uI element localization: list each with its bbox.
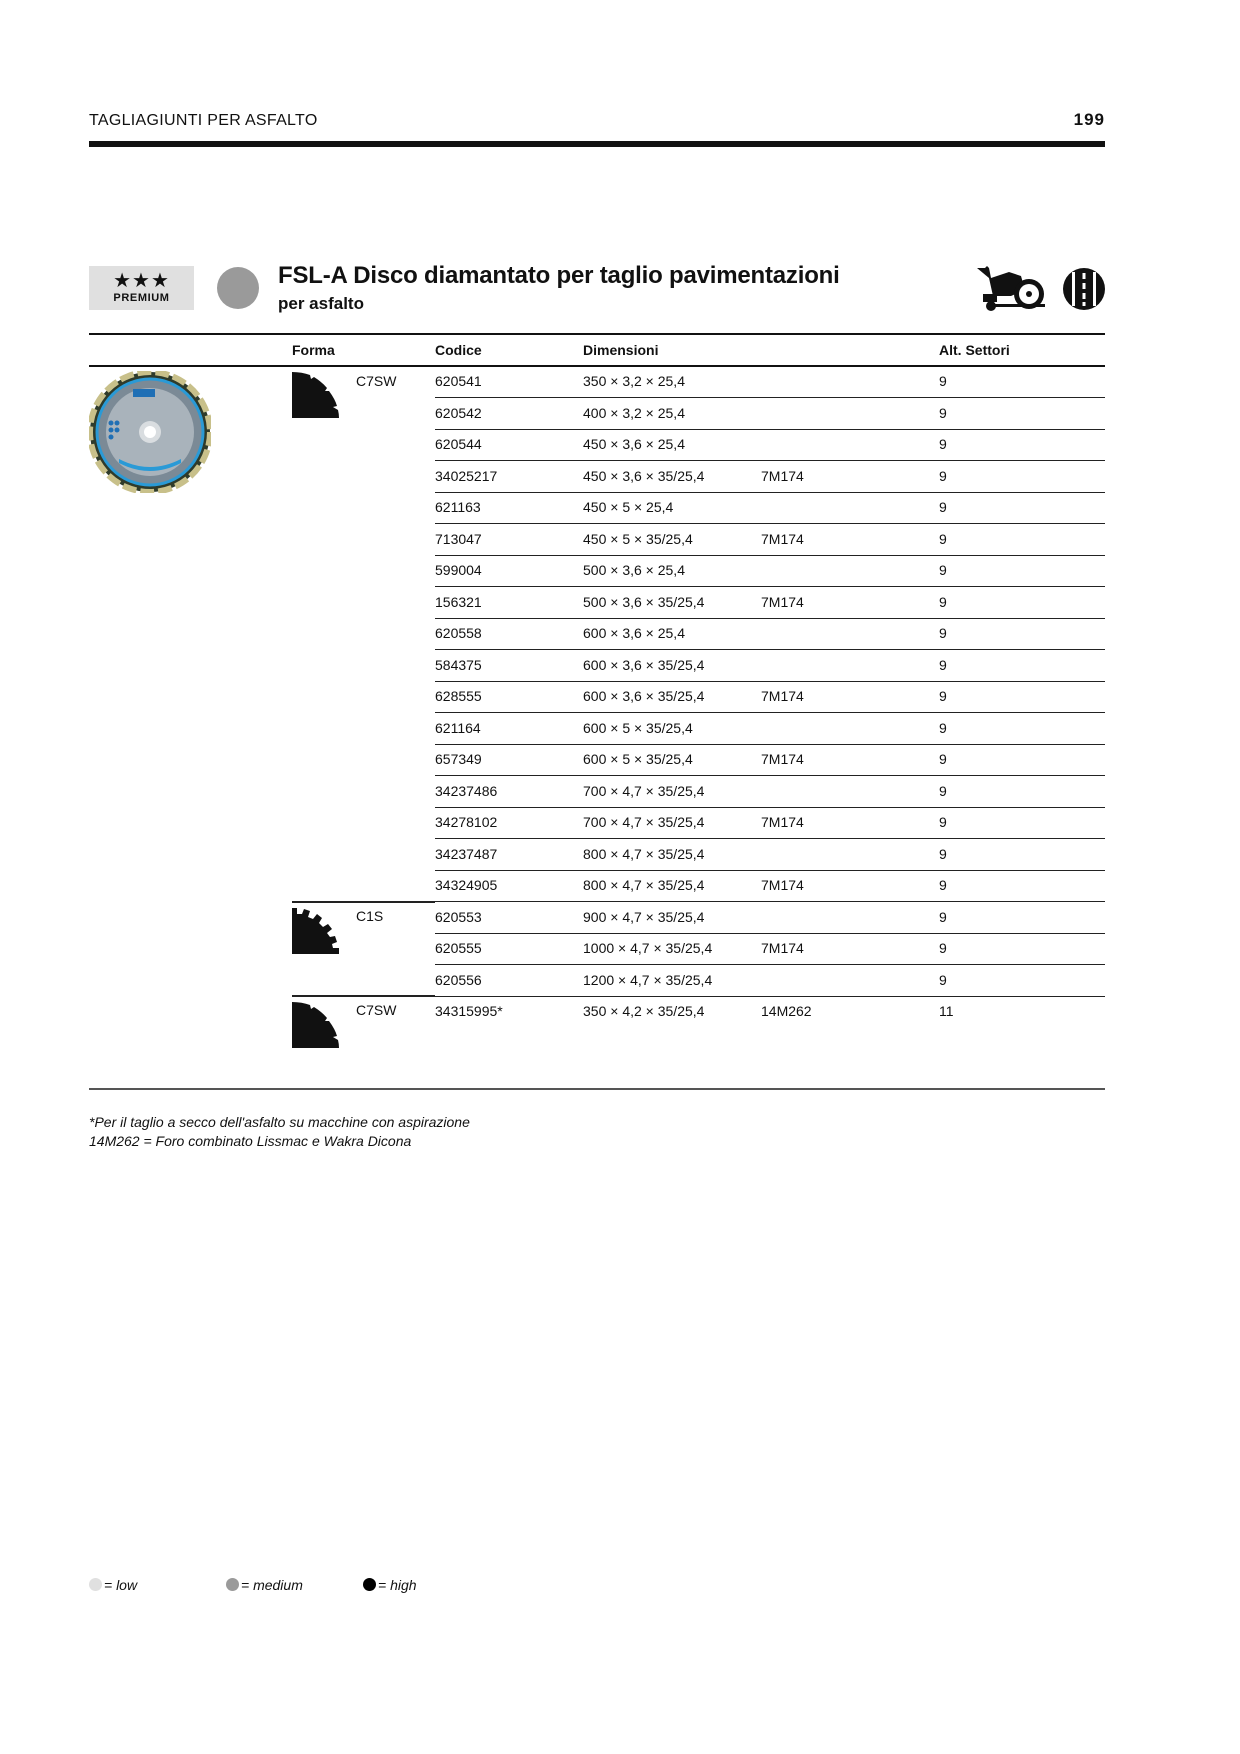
cell-note: 7M174 <box>761 594 804 610</box>
cell-note: 7M174 <box>761 468 804 484</box>
column-header-dimensioni: Dimensioni <box>583 342 659 358</box>
cell-alt-settori: 9 <box>939 562 947 578</box>
cell-dimensions: 350 × 3,2 × 25,4 <box>583 373 685 389</box>
table-bottom-rule <box>89 1088 1105 1090</box>
cell-alt-settori: 9 <box>939 499 947 515</box>
cell-dimensions: 450 × 3,6 × 35/25,4 <box>583 468 705 484</box>
cell-dimensions: 700 × 4,7 × 35/25,4 <box>583 783 705 799</box>
low-level-icon <box>89 1578 102 1591</box>
cell-dimensions: 800 × 4,7 × 35/25,4 <box>583 877 705 893</box>
cell-note: 7M174 <box>761 877 804 893</box>
cell-dimensions: 900 × 4,7 × 35/25,4 <box>583 909 705 925</box>
cell-alt-settori: 9 <box>939 720 947 736</box>
diamond-disc-image <box>89 371 211 493</box>
table-row <box>435 650 1105 682</box>
cell-code: 34237487 <box>435 846 498 862</box>
cell-code: 599004 <box>435 562 482 578</box>
cell-alt-settori: 9 <box>939 783 947 799</box>
cell-code: 620556 <box>435 972 482 988</box>
table-row <box>435 681 1105 713</box>
product-title: FSL-A Disco diamantato per taglio pavimentazioni <box>278 262 840 289</box>
cell-dimensions: 400 × 3,2 × 25,4 <box>583 405 685 421</box>
cell-alt-settori: 9 <box>939 972 947 988</box>
cell-alt-settori: 11 <box>939 1003 954 1019</box>
cell-note: 7M174 <box>761 814 804 830</box>
page-number: 199 <box>1073 110 1105 129</box>
road-icon <box>1062 267 1106 311</box>
cell-dimensions: 600 × 3,6 × 35/25,4 <box>583 657 705 673</box>
table-row <box>435 461 1105 493</box>
table-row <box>435 839 1105 871</box>
badge-label: PREMIUM <box>113 292 170 304</box>
cell-code: 621164 <box>435 720 481 736</box>
cell-code: 34237486 <box>435 783 498 799</box>
cell-note: 7M174 <box>761 751 804 767</box>
cell-alt-settori: 9 <box>939 405 947 421</box>
table-row <box>435 587 1105 619</box>
cell-dimensions: 600 × 5 × 35/25,4 <box>583 720 693 736</box>
table-row <box>435 996 1105 1027</box>
table-top-rule <box>89 333 1105 335</box>
column-header-alt-settori: Alt. Settori <box>939 342 1010 358</box>
cell-code: 620542 <box>435 405 482 421</box>
cell-alt-settori: 9 <box>939 877 947 893</box>
column-header-forma: Forma <box>292 342 335 358</box>
legend-low: = low <box>89 1577 137 1593</box>
cell-code: 156321 <box>435 594 482 610</box>
table-row <box>435 870 1105 902</box>
cell-code: 620558 <box>435 625 482 641</box>
table-row <box>435 492 1105 524</box>
cell-note: 7M174 <box>761 531 804 547</box>
cell-alt-settori: 9 <box>939 940 947 956</box>
table-row <box>435 744 1105 776</box>
column-header-codice: Codice <box>435 342 482 358</box>
table-row <box>435 776 1105 808</box>
cell-alt-settori: 9 <box>939 594 947 610</box>
cell-alt-settori: 9 <box>939 909 947 925</box>
cell-dimensions: 600 × 5 × 35/25,4 <box>583 751 693 767</box>
cell-dimensions: 500 × 3,6 × 35/25,4 <box>583 594 705 610</box>
cell-code: 34324905 <box>435 877 498 893</box>
premium-badge <box>89 266 194 310</box>
footnote: 14M262 = Foro combinato Lissmac e Wakra Dicona <box>89 1133 412 1149</box>
table-row <box>435 965 1105 997</box>
cell-alt-settori: 9 <box>939 531 947 547</box>
cell-code: 620541 <box>435 373 482 389</box>
cell-alt-settori: 9 <box>939 468 947 484</box>
table-row <box>435 618 1105 650</box>
cell-dimensions: 1000 × 4,7 × 35/25,4 <box>583 940 713 956</box>
group-separator <box>292 901 435 903</box>
cell-dimensions: 700 × 4,7 × 35/25,4 <box>583 814 705 830</box>
segmented-blade-icon <box>292 1000 340 1048</box>
table-row <box>435 366 1105 398</box>
cell-code: 34025217 <box>435 468 498 484</box>
cell-dimensions: 450 × 5 × 35/25,4 <box>583 531 693 547</box>
cell-dimensions: 450 × 3,6 × 25,4 <box>583 436 685 452</box>
header-rule <box>89 141 1105 147</box>
cell-code: 621163 <box>435 499 481 515</box>
shape-code: C1S <box>356 908 384 924</box>
table-row <box>435 807 1105 839</box>
table-row <box>435 398 1105 430</box>
segmented-blade-icon <box>292 370 340 418</box>
cell-note: 14M262 <box>761 1003 812 1019</box>
medium-level-icon <box>226 1578 239 1591</box>
cell-note: 7M174 <box>761 688 804 704</box>
cell-alt-settori: 9 <box>939 814 947 830</box>
cell-alt-settori: 9 <box>939 657 947 673</box>
cell-dimensions: 450 × 5 × 25,4 <box>583 499 674 515</box>
section-title: TAGLIAGIUNTI PER ASFALTO <box>89 112 318 129</box>
cell-alt-settori: 9 <box>939 625 947 641</box>
table-row <box>435 933 1105 965</box>
cell-alt-settori: 9 <box>939 846 947 862</box>
cell-note: 7M174 <box>761 940 804 956</box>
cell-dimensions: 600 × 3,6 × 25,4 <box>583 625 685 641</box>
cell-alt-settori: 9 <box>939 688 947 704</box>
table-row <box>435 902 1105 934</box>
legend-medium: = medium <box>226 1577 303 1593</box>
cell-dimensions: 350 × 4,2 × 35/25,4 <box>583 1003 705 1019</box>
cell-dimensions: 500 × 3,6 × 25,4 <box>583 562 685 578</box>
high-level-icon <box>363 1578 376 1591</box>
cell-code: 620544 <box>435 436 482 452</box>
cell-code: 620555 <box>435 940 482 956</box>
table-row <box>435 429 1105 461</box>
cell-dimensions: 800 × 4,7 × 35/25,4 <box>583 846 705 862</box>
cell-code: 34315995* <box>435 1003 503 1019</box>
cell-code: 657349 <box>435 751 482 767</box>
table-row <box>435 713 1105 745</box>
footnote: *Per il taglio a secco dell'asfalto su macchine con aspirazione <box>89 1114 470 1130</box>
cell-alt-settori: 9 <box>939 373 947 389</box>
shape-code: C7SW <box>356 1002 397 1018</box>
cell-code: 628555 <box>435 688 482 704</box>
legend-high: = high <box>363 1577 417 1593</box>
floor-saw-icon <box>975 264 1047 312</box>
table-row <box>435 524 1105 556</box>
cell-code: 620553 <box>435 909 482 925</box>
cell-dimensions: 1200 × 4,7 × 35/25,4 <box>583 972 713 988</box>
cell-code: 34278102 <box>435 814 498 830</box>
segmented-blade-icon <box>292 906 340 954</box>
cell-dimensions: 600 × 3,6 × 35/25,4 <box>583 688 705 704</box>
group-separator <box>292 995 435 997</box>
product-subtitle: per asfalto <box>278 294 364 313</box>
stars-icon: ★★★ <box>113 270 170 292</box>
cell-alt-settori: 9 <box>939 436 947 452</box>
cell-alt-settori: 9 <box>939 751 947 767</box>
cell-code: 584375 <box>435 657 482 673</box>
table-row <box>435 555 1105 587</box>
medium-level-icon <box>217 267 259 309</box>
shape-code: C7SW <box>356 373 397 389</box>
cell-code: 713047 <box>435 531 482 547</box>
